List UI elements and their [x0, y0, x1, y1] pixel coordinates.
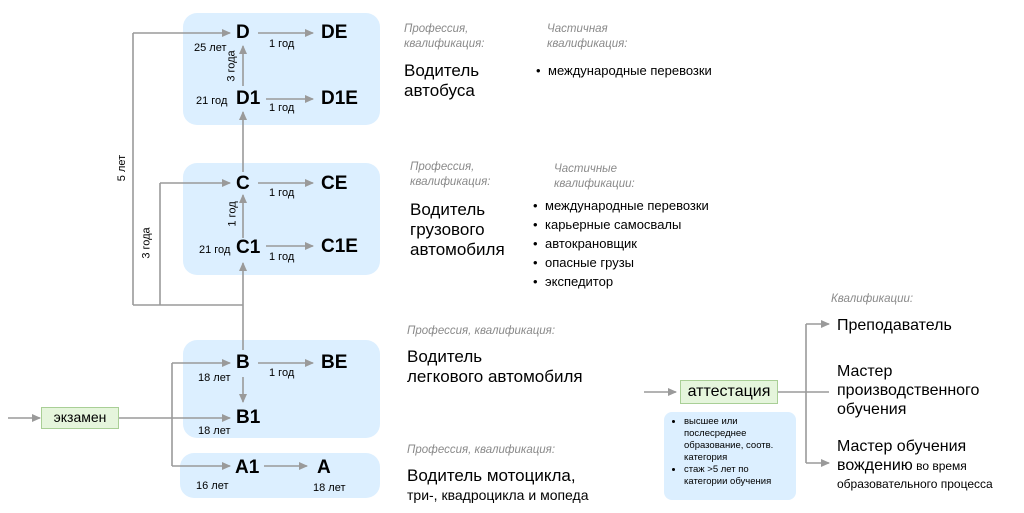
- age-c1: 21 год: [199, 244, 231, 256]
- truck-profession: Водитель грузового автомобиля: [410, 200, 505, 259]
- truck-partial-list: [533, 196, 709, 291]
- bus-profession-header: Профессия, квалификация:: [404, 23, 485, 50]
- duration-to-d: 5 лет: [116, 154, 129, 182]
- duration-c1-c: 1 год: [226, 201, 239, 227]
- age-b: 18 лет: [198, 372, 231, 384]
- bus-partial-header: Частичная квалификация:: [547, 23, 628, 50]
- category-c1: C1: [236, 237, 261, 258]
- category-ce: CE: [321, 173, 348, 194]
- qualification-master-industrial: Мастер производственного обучения: [837, 363, 980, 418]
- list-item: • карьерные самосвалы: [533, 215, 709, 234]
- age-b1: 18 лет: [198, 425, 231, 437]
- moto-profession-header: Профессия, квалификация:: [407, 444, 556, 456]
- age-a1: 16 лет: [196, 480, 229, 492]
- moto-profession: Водитель мотоцикла, три-, квадроцикла и мопеда: [407, 466, 589, 503]
- category-d: D: [236, 22, 250, 43]
- truck-profession-header: Профессия, квалификация:: [410, 161, 491, 188]
- list-item: • международные перевозки: [533, 196, 709, 215]
- attestation-requirements: [664, 412, 796, 500]
- category-a1: A1: [235, 457, 260, 478]
- duration-d1-d: 3 года: [225, 50, 238, 82]
- list-item: • экспедитор: [533, 272, 709, 291]
- car-profession: Водитель легкового автомобиля: [407, 347, 583, 386]
- duration-d-de: 1 год: [269, 38, 295, 50]
- list-item: • высшее или послесреднее образование, соотв. категория: [684, 416, 792, 464]
- age-d: 25 лет: [194, 42, 227, 54]
- qualifications-header: Квалификации:: [831, 293, 914, 305]
- truck-partial-header: Частичные квалификации:: [554, 163, 635, 190]
- category-c1e: C1E: [321, 236, 358, 257]
- qualification-teacher: Преподаватель: [837, 317, 952, 334]
- category-d1: D1: [236, 88, 261, 109]
- category-d1e: D1E: [321, 88, 358, 109]
- category-b: B: [236, 352, 250, 373]
- duration-c-ce: 1 год: [269, 187, 295, 199]
- category-b1: B1: [236, 407, 261, 428]
- car-profession-header: Профессия, квалификация:: [407, 325, 556, 337]
- duration-d1-d1e: 1 год: [269, 102, 295, 114]
- list-item: • опасные грузы: [533, 253, 709, 272]
- list-item: • международные перевозки: [536, 61, 712, 80]
- duration-c1-c1e: 1 год: [269, 251, 295, 263]
- list-item: • стаж >5 лет по категории обучения: [684, 464, 792, 488]
- qualification-master-driving: Мастер обучения вождению во время образовательного процесса: [837, 438, 993, 491]
- age-a: 18 лет: [313, 482, 346, 494]
- attestation-box: аттестация: [680, 380, 778, 404]
- exam-box: экзамен: [41, 407, 119, 429]
- bus-partial-list: [536, 61, 712, 80]
- category-de: DE: [321, 22, 348, 43]
- category-a: A: [317, 457, 331, 478]
- category-be: BE: [321, 352, 348, 373]
- age-d1: 21 год: [196, 95, 228, 107]
- list-item: • автокрановщик: [533, 234, 709, 253]
- duration-b-be: 1 год: [269, 367, 295, 379]
- bus-profession: Водитель автобуса: [404, 61, 480, 100]
- category-c: C: [236, 173, 250, 194]
- duration-to-c: 3 года: [140, 227, 153, 259]
